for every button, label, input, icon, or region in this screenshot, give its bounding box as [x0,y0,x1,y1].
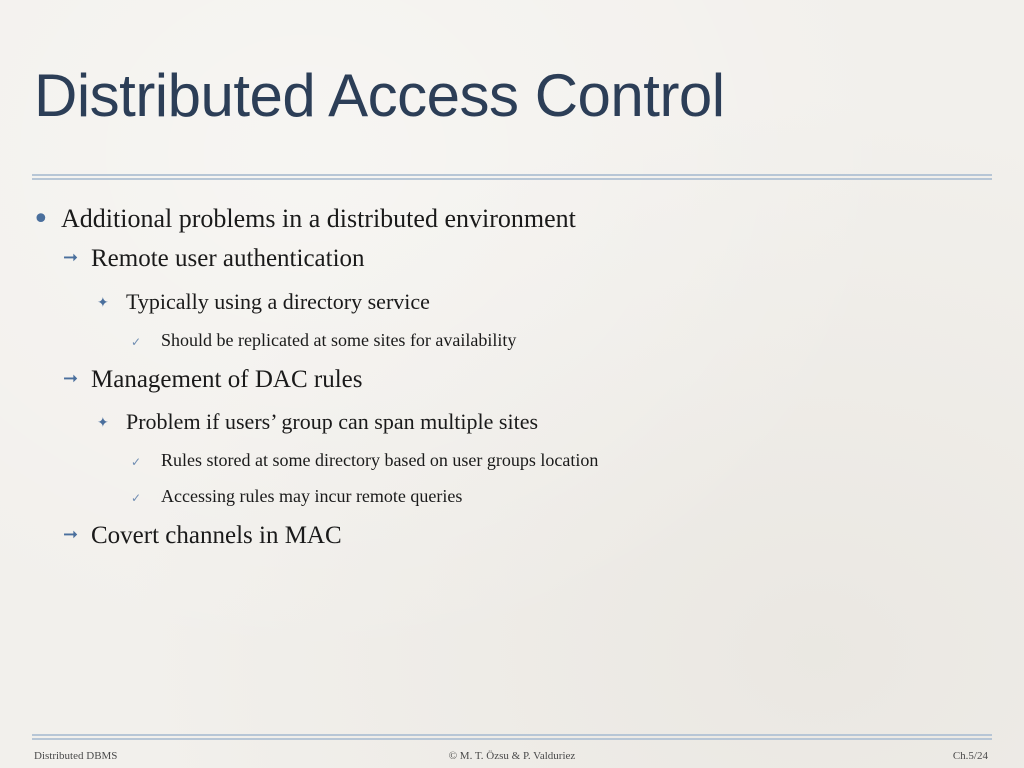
star-icon: ✦ [97,415,109,431]
bullet-text: Accessing rules may incur remote queries [161,486,463,506]
footer-course-label: Distributed DBMS [34,750,118,762]
bullet-item [131,450,598,471]
bullet-item [97,409,538,435]
arrow-right-icon: ➞ [63,247,79,268]
bullet-text: Covert channels in MAC [91,522,342,549]
bullet-item [131,486,462,507]
checkmark-icon: ✓ [131,491,142,505]
slide-title: Distributed Access Control [34,62,725,129]
bullet-item [131,330,516,351]
footer-divider [32,734,992,740]
checkmark-icon: ✓ [131,335,142,349]
bullet-dot-icon: • [32,202,50,237]
bullet-item [63,245,365,273]
bullet-item [97,289,430,315]
bullet-item [63,366,362,394]
bullet-item [32,200,576,235]
bullet-text: Rules stored at some directory based on user groups location [161,450,599,470]
bullet-item [63,522,342,550]
bullet-text: Additional problems in a distributed environment [61,204,576,233]
bullet-text: Typically using a directory service [126,289,430,314]
bullet-text: Management of DAC rules [91,366,363,393]
title-divider [32,174,992,180]
star-icon: ✦ [97,295,109,311]
footer-page-number: Ch.5/24 [952,750,988,762]
bullet-text: Problem if users’ group can span multiple sites [126,409,539,434]
checkmark-icon: ✓ [131,455,142,469]
bullet-text: Remote user authentication [91,245,365,272]
arrow-right-icon: ➞ [63,368,79,389]
arrow-right-icon: ➞ [63,524,79,545]
footer-copyright: © M. T. Özsu & P. Valduriez [448,750,576,762]
bullet-text: Should be replicated at some sites for availability [161,330,517,350]
